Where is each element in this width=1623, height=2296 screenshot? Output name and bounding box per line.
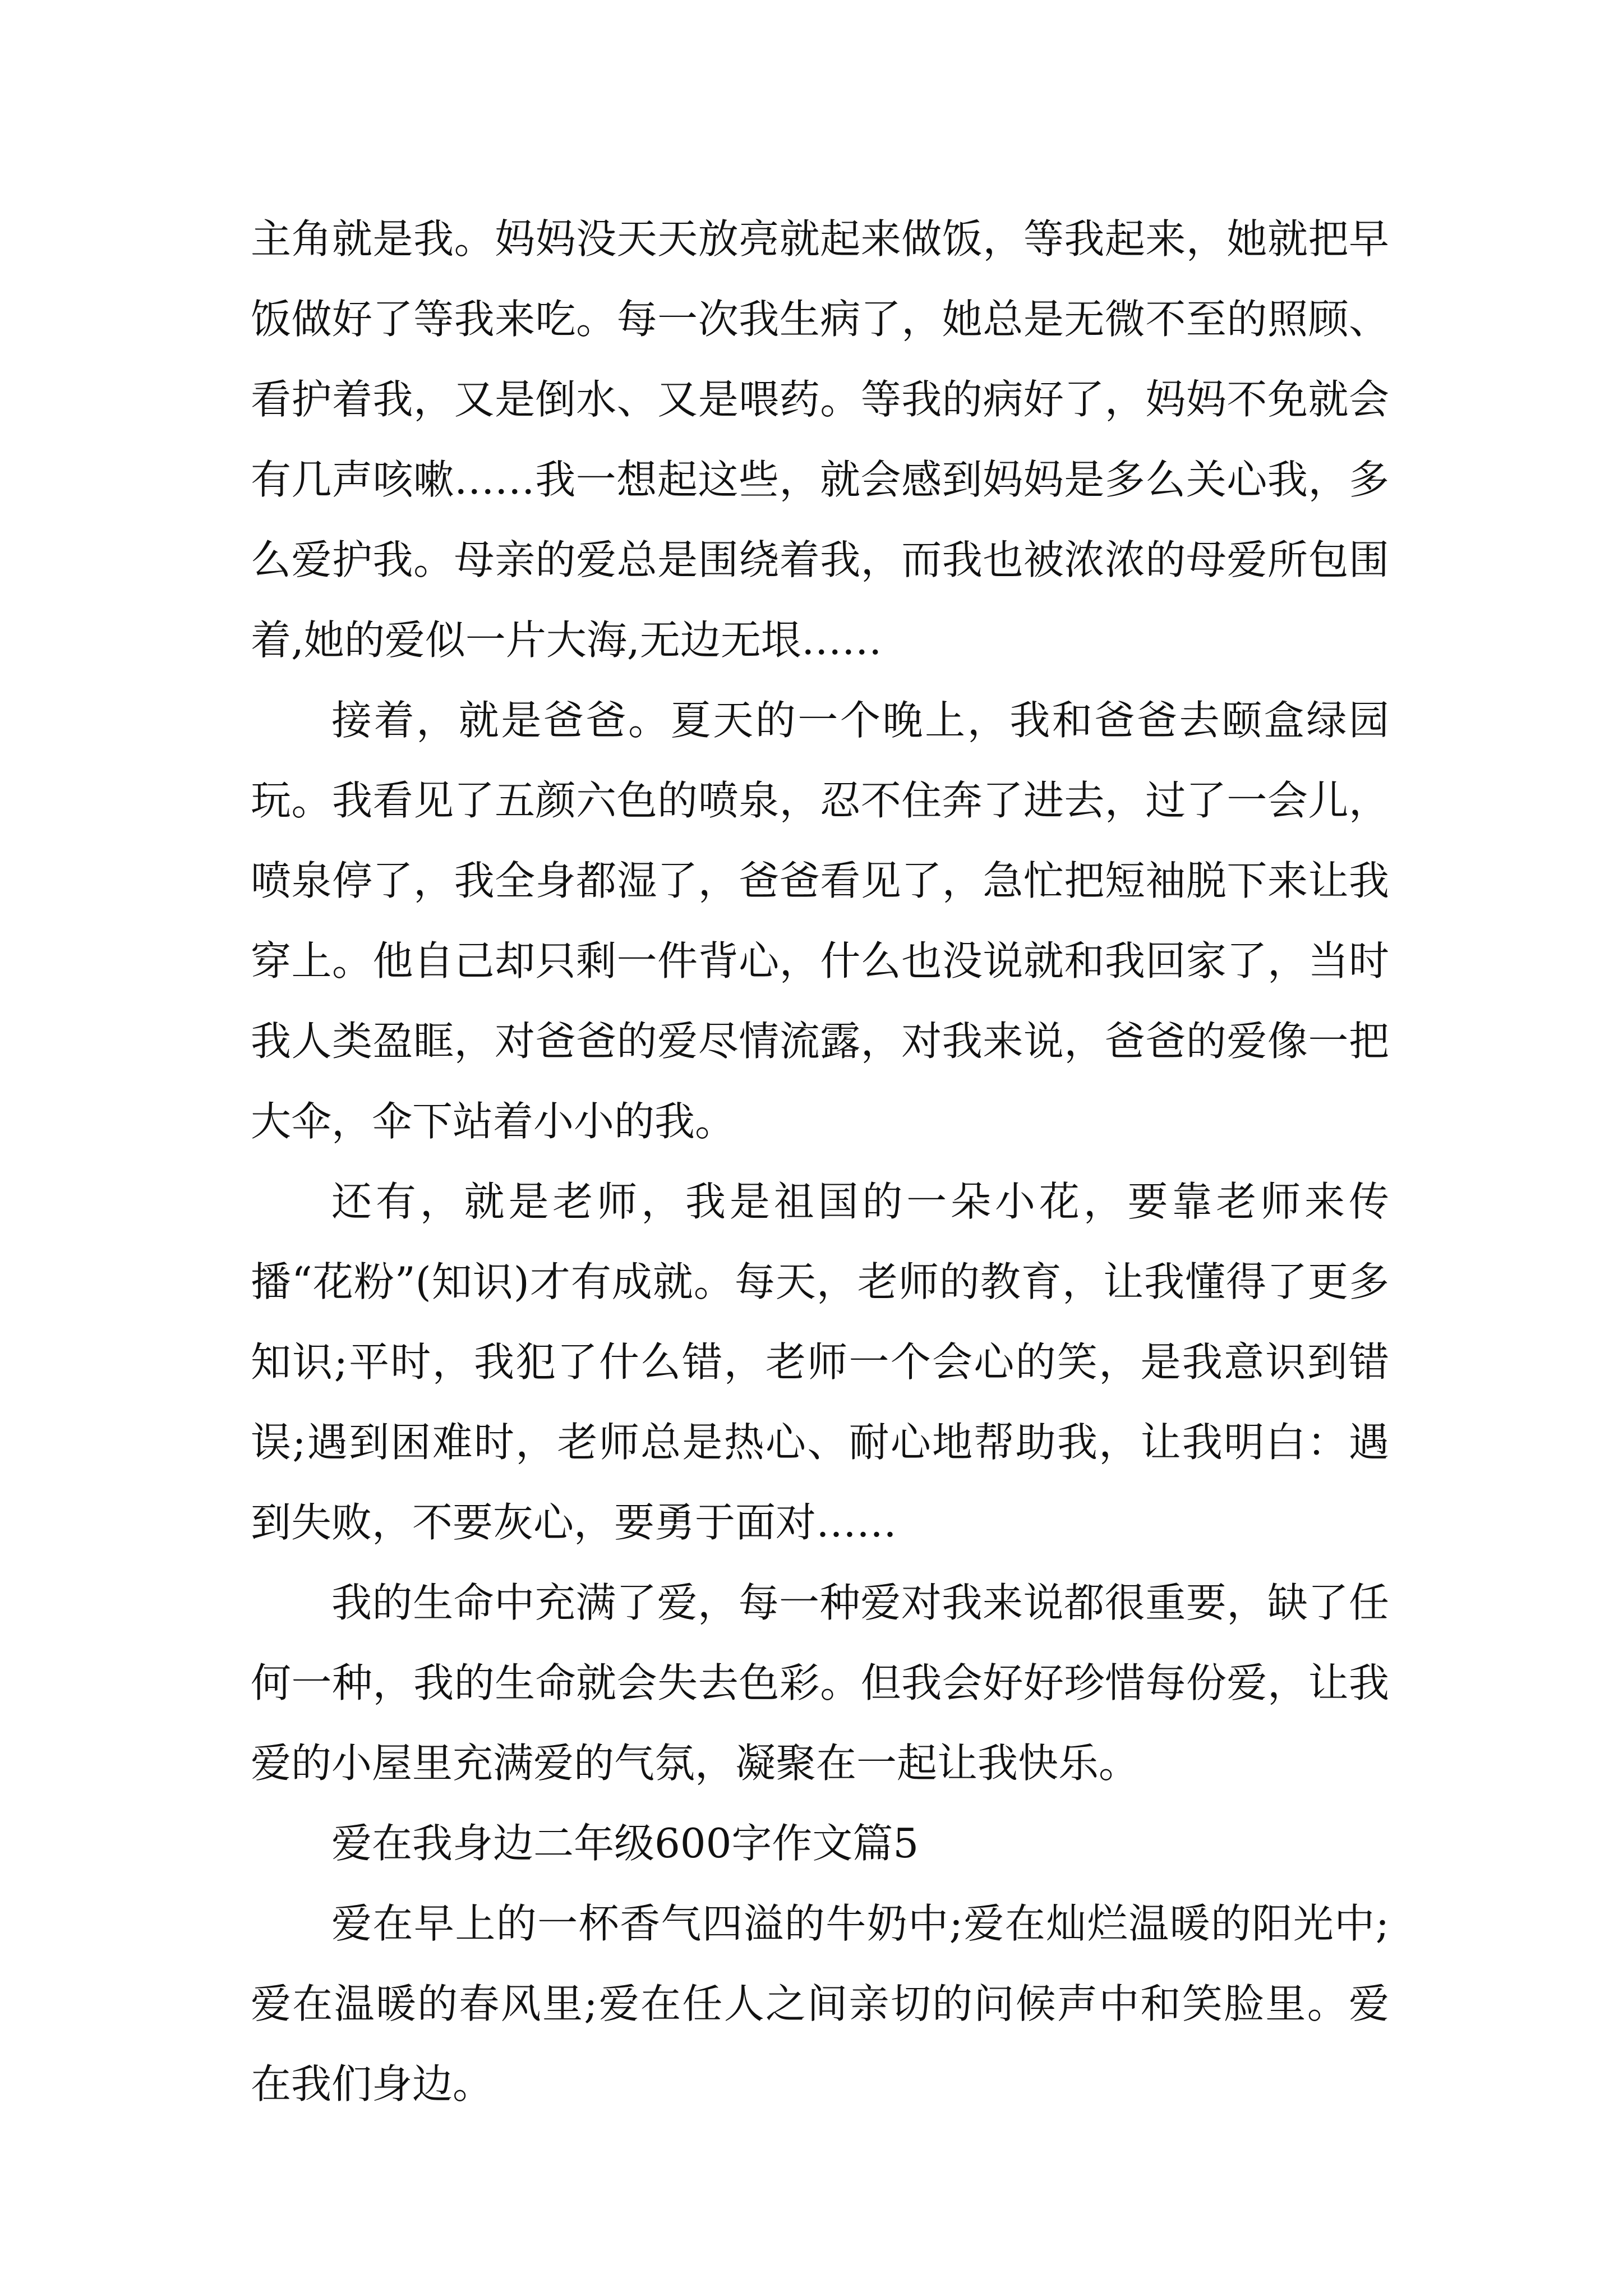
paragraph-love-around: 爱在早上的一杯香气四溢的牛奶中;爱在灿烂温暖的阳光中;爱在温暖的春风里;爱在任人之间亲切的问候声中和笑脸里。爱在我们身边。 — [251, 1900, 1389, 2108]
document-body — [251, 199, 1389, 2124]
paragraph-conclusion: 我的生命中充满了爱，每一种爱对我来说都很重要，缺了任何一种，我的生命就会失去色彩。但我会好好珍惜每份爱，让我爱的小屋里充满爱的气氛，凝聚在一起让我快乐。 — [251, 1579, 1389, 1787]
paragraph-teacher: 还有，就是老师，我是祖国的一朵小花，要靠老师来传播“花粉”(知识)才有成就。每天，老师的教育，让我懂得了更多知识;平时，我犯了什么错，老师一个会心的笑，是我意识到错误;遇到困难时，老师总是热心、耐心地帮助我，让我明白：遇到失败，不要灰心，要勇于面对…… — [251, 1178, 1389, 1546]
paragraph-father: 接着，就是爸爸。夏天的一个晚上，我和爸爸去颐盒绿园玩。我看见了五颜六色的喷泉，忍不住奔了进去，过了一会儿，喷泉停了，我全身都湿了，爸爸看见了，急忙把短袖脱下来让我穿上。他自己却只剩一件背心，什么也没说就和我回家了，当时我人类盈眶，对爸爸的爱尽情流露，对我来说，爸爸的爱像一把大伞，伞下站着小小的我。 — [251, 697, 1389, 1145]
paragraph-mother: 主角就是我。妈妈没天天放亮就起来做饭，等我起来，她就把早饭做好了等我来吃。每一次我生病了，她总是无微不至的照顾、看护着我，又是倒水、又是喂药。等我的病好了，妈妈不免就会有几声咳嗽……我一想起这些，就会感到妈妈是多么关心我，多么爱护我。母亲的爱总是围绕着我，而我也被浓浓的母爱所包围着,她的爱似一片大海,无边无垠…… — [251, 215, 1389, 664]
section-heading: 爱在我身边二年级600字作文篇5 — [331, 1820, 919, 1867]
